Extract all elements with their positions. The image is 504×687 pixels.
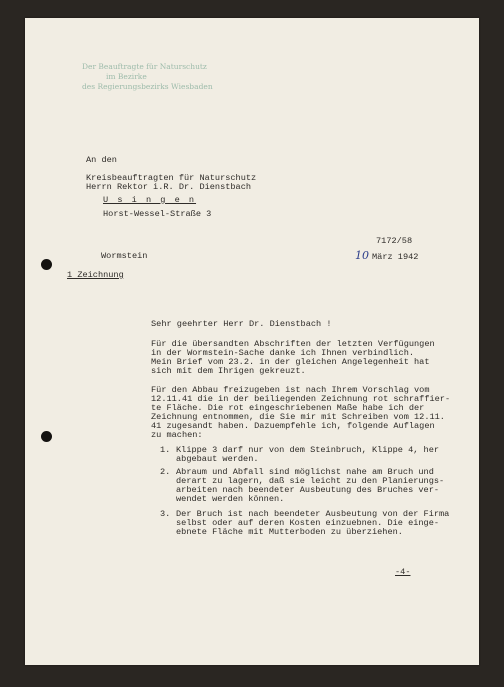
paragraph-line: in der Wormstein-Sache danke ich Ihnen verbindlich. [151, 348, 415, 358]
paragraph-line: Mein Brief vom 23.2. in der gleichen Angelegenheit hat [151, 357, 430, 367]
list-item-line: derart zu lagern, daß sie leicht zu den Planierungs- [176, 476, 445, 486]
paragraph-line: zu machen: [151, 430, 203, 440]
stamp-line-2: im Bezirke [106, 72, 147, 81]
address-line-2: Kreisbeauftragten für Naturschutz [86, 173, 257, 183]
enclosure: 1 Zeichnung [67, 270, 124, 280]
list-item-line: abgebaut werden. [176, 454, 259, 464]
paragraph-line: 41 zugesandt haben. Dazuempfehle ich, folgende Auflagen [151, 421, 435, 431]
salutation: Sehr geehrter Herr Dr. Dienstbach ! [151, 319, 332, 329]
page-continuation-marker: -4- [395, 567, 411, 577]
punch-hole-top [41, 259, 52, 270]
place: Wormstein [101, 251, 148, 261]
reference-number: 7172/58 [376, 236, 413, 246]
list-item-line: ebnete Fläche mit Mutterboden zu überziehen. [176, 527, 403, 537]
list-item-line: arbeiten nach beendeter Ausbeutung des Bruches ver- [176, 485, 440, 495]
list-item-number: 1. [160, 445, 171, 455]
stamp-line-1: Der Beauftragte für Naturschutz [82, 62, 207, 71]
paragraph-line: Für den Abbau freizugeben ist nach Ihrem Vorschlag vom [151, 385, 430, 395]
address-line-1: An den [86, 155, 117, 165]
handwritten-day: 10 [355, 249, 369, 262]
address-line-3: Herrn Rektor i.R. Dr. Dienstbach [86, 182, 252, 192]
list-item-line: Abraum und Abfall sind möglichst nahe am Bruch und [176, 467, 434, 477]
letterhead-stamp [80, 62, 213, 92]
list-item-line: wendet werden können. [176, 494, 285, 504]
stamp-line-3: des Regierungsbezirks Wiesbaden [82, 82, 213, 91]
punch-hole-bottom [41, 431, 52, 442]
address-city: U s i n g e n [103, 195, 197, 205]
paragraph-line: te Fläche. Die rot eingeschriebenen Maße habe ich der [151, 403, 425, 413]
paragraph-line: Für die übersandten Abschriften der letzten Verfügungen [151, 339, 435, 349]
list-item-line: selbst oder auf deren Kosten einzuebnen. Die einge- [176, 518, 440, 528]
list-item-number: 2. [160, 467, 171, 477]
letter-date: März 1942 [372, 252, 419, 262]
address-street: Horst-Wessel-Straße 3 [103, 209, 212, 219]
list-item-number: 3. [160, 509, 171, 519]
paragraph-line: sich mit dem Ihrigen gekreuzt. [151, 366, 306, 376]
list-item-line: Der Bruch ist nach beendeter Ausbeutung von der Firma [176, 509, 450, 519]
list-item-line: Klippe 3 darf nur von dem Steinbruch, Klippe 4, her [176, 445, 440, 455]
paragraph-line: Zeichnung entnommen, die Sie mir mit Schreiben vom 12.11. [151, 412, 445, 422]
paragraph-line: 12.11.41 die in der beiliegenden Zeichnung rot schraffier- [151, 394, 451, 404]
